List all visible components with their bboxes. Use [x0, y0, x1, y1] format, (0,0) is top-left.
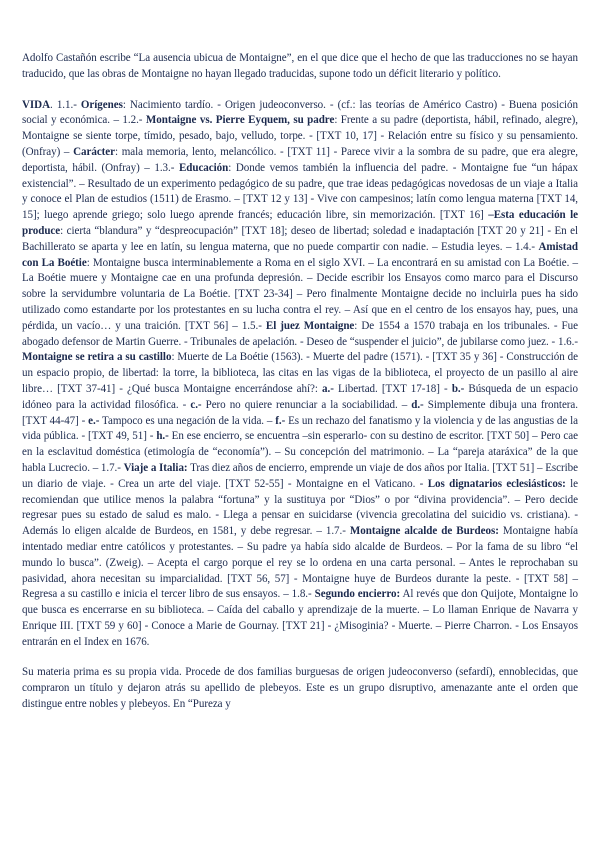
text-segment: En ese encierro, se encuentra –sin esperarlo- con su destino de escritor. [TXT 50] – Pero cae en la esclavitud doméstica (etimología de “economía”). – Su concepción del matrimonio. – La “pareja ataráxica” de la que habla Lucrecio. – 1.7.- — [22, 430, 578, 474]
text-segment: Libertad. [TXT 17-18] - — [333, 382, 452, 395]
bold-heading-segment: El juez Montaigne — [265, 319, 355, 332]
bold-heading-segment: d.- — [411, 398, 424, 411]
bold-heading-segment: –Esta educación le produce — [22, 209, 578, 237]
text-segment: Montaigne había intentado mediar entre católicos y protestantes. – Su padre ya había sido alcalde de Burdeos. – Por la fama de su libro “el mundo lo busca”. (Zweig). – Acepta el cargo porque el rey se lo ordena en una carta personal. – Antes le reprochaban su pasividad, ahora necesitan su imparcialidad. [TXT 56, 57] - Montaigne huye de Burdeos durante la peste. - [TXT 58] – Regresa a su castillo e inicia el tercer libro de sus ensayos. – 1.8.- — [22, 525, 578, 601]
text-segment: Búsqueda de un espacio idóneo para la actividad filosófica. - — [22, 382, 579, 411]
vida-paragraph — [22, 98, 578, 651]
bold-heading-segment: Montaigne alcalde de Burdeos: — [349, 525, 499, 538]
document-page — [22, 0, 578, 713]
materia-paragraph: Su materia prima es su propia vida. Procede de dos familias burguesas de origen judeoconverso (sefardí), ennoblecidas, que compraron un título y dejaron atrás su apellido de plebeyos. Este es un grupo disruptivo, amenazante ante el orden que distingue entre nobles y plebeyos. En “Pureza y — [22, 666, 578, 711]
text-segment: : Donde vemos también la influencia del padre. - Montaigne fue “un hápax existencial”. – Resultado de un experimento pedagógico de su padre, que trae ideas pedagógicas novedosas de un viaje a Italia y conoce el Plan de estudios (1511) de Erasmo. – [TXT 12 y 13] - Vive con campesinos; latín como lengua materna [TXT 14, 15]; luego aprende griego; solo luego aprende francés; educación libre, sin memorización. [TXT 16] — [22, 161, 578, 222]
bold-heading-segment: Montaigne vs. Pierre Eyquem, su padre — [145, 114, 335, 127]
text-segment: le recomiendan que utilice menos la palabra “fortuna” y la sustituya por “Dios” o por “divina providencia”. – Pero decide regresar pues su estado de salud es malo. - Llega a pensar en suicidarse (vivencia grecolatina del suicidio vs. cristiana). - Además lo eligen alcalde de Burdeos, en 1581, y debe regresar. – 1.7.- — [22, 477, 578, 538]
bold-heading-segment: VIDA — [22, 98, 51, 111]
text-segment: Pero no quiere renunciar a la sociabilidad. – — [201, 398, 412, 411]
text-segment: Tras diez años de encierro, emprende un viaje de dos años por Italia. [TXT 51] – Escribe un diario de viaje. - Crea un arte del viaje. [TXT 52-55] - Montaigne en el Vaticano. - — [22, 461, 578, 490]
text-segment: : Montaigne busca interminablemente a Roma en el siglo XVI. – La encontrará en su amistad con La Boétie. – La Boétie muere y Montaigne cae en una profunda depresión. – Decide escribir los Ensayos como marco para el Discurso sobre la servidumbre voluntaria de La Boétie. [TXT 23-34] – Pero finalmente Montaigne decide no incluirla pues ha sido utilizado como estandarte por los protestantes en su lucha contra el rey. – Así que en el centro de los ensayos hay, pues, una pérdida, un vacío… y una traición. [TXT 56] – 1.5.- — [22, 256, 578, 332]
text-segment: : Nacimiento tardío. - Origen judeoconverso. - (cf.: las teorías de Américo Castro) - Buena posición social y económica. – 1.2.- — [22, 98, 578, 127]
bold-heading-segment: Segundo encierro: — [314, 588, 401, 601]
bold-heading-segment: c.- — [190, 398, 202, 411]
bold-heading-segment: h.- — [156, 430, 169, 443]
bold-heading-segment: Montaigne se retira a su castillo — [22, 351, 172, 364]
text-segment: . 1.1.- — [50, 98, 81, 111]
text-segment: : Frente a su padre (deportista, hábil, refinado, alegre), Montaigne se siente torpe, tímido, pesado, bajo, velludo, torpe. - [TXT 10, 17] - Relación entre su físico y su pensamiento. (Onfray) – — [22, 114, 578, 158]
text-segment: Tampoco es una negación de la vida. – — [99, 414, 276, 427]
bold-heading-segment: Orígenes — [80, 98, 123, 111]
text-segment: : mala memoria, lento, melancólico. - [TXT 11] - Parece vivir a la sombra de su padre, que era alegre, deportista, hábil. (Onfray) – 1.3.- — [22, 145, 579, 174]
bold-heading-segment: Amistad con La Boétie — [22, 240, 578, 269]
text-segment: Es un rechazo del fanatismo y la violencia y de las angustias de la vida pública. - [TXT 49, 51] - — [22, 414, 578, 443]
text-segment: Al revés que don Quijote, Montaigne lo que busca es encerrarse en su biblioteca. – Caída del caballo y aprendizaje de la muerte. – Lo llaman Enrique de Navarra y Enrique III. [TXT 59 y 60] - Conoce a Marie de Gournay. [TXT 21] - ¿Misoginia? - Muerte. – Pierre Charron. - Los Ensayos entrarán en el Index en 1676. — [22, 588, 579, 648]
intro-paragraph: Adolfo Castañón escribe “La ausencia ubicua de Montaigne”, en el que dice que el hecho de que las traducciones no se hayan traducido, que las obras de Montaigne no hayan llegado traducidas, supone todo un déficit literario y político. — [22, 52, 578, 80]
bold-heading-segment: Carácter — [73, 145, 116, 158]
bold-heading-segment: Educación — [178, 161, 229, 174]
text-segment: : cierta “blandura” y “despreocupación” [TXT 18]; deseo de libertad; soledad e inadaptación [TXT 20 y 21] - En el Bachillerato se aparta y lee en latín, su lengua materna, que no puede compartir con nadie. – Estudia leyes. – 1.4.- — [22, 224, 578, 253]
bold-heading-segment: b.- — [451, 382, 465, 395]
bold-heading-segment: e.- — [88, 414, 100, 427]
text-segment: : De 1554 a 1570 trabaja en los tribunales. - Fue abogado defensor de Martin Guerre. - Tribunales de apelación. - Deseo de “suspender el juicio”, de jubilarse como juez. - 1.6.- — [22, 319, 578, 348]
bold-heading-segment: Viaje a Italia: — [123, 461, 188, 474]
text-segment: Simplemente dibuja una frontera. [TXT 44-47] - — [22, 398, 578, 427]
text-segment: : Muerte de La Boétie (1563). - Muerte del padre (1571). - [TXT 35 y 36] - Construcción de un espacio propio, de libertad: la torre, la biblioteca, las citas en las vigas de la biblioteca, el proyecto de un pasillo al aire libre… [TXT 37-41] - ¿Qué busca Montaigne encerrándose ahí?: — [22, 351, 578, 395]
bold-heading-segment: Los dignatarios eclesiásticos: — [427, 477, 566, 490]
bold-heading-segment: f.- — [275, 414, 286, 427]
bold-heading-segment: a.- — [322, 382, 334, 395]
